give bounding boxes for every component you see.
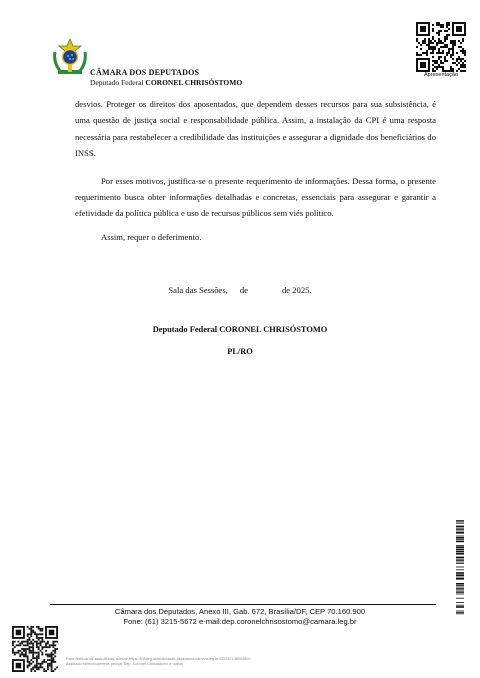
document-body bbox=[75, 96, 436, 245]
footer-contact: Fone: (61) 3215-5672 e-mail:dep.coronelchrisostomo@camara.leg.br bbox=[123, 617, 357, 626]
qr-code-label: Apresentação bbox=[424, 72, 458, 78]
paragraph-2: Por esses motivos, justifica-se o presente requerimento de informações. Dessa forma, o presente requerimento busca obter informações detalhadas e concretas, essenciais para assegurar e garantir a efetividade da política pública e uso de recursos públicos sem viés político. bbox=[75, 175, 436, 219]
header-deputy-prefix: Deputado Federal bbox=[90, 78, 144, 87]
verification-notice bbox=[66, 657, 366, 668]
closing-de: de bbox=[239, 285, 248, 295]
verification-link[interactable]: Para verificar as assinaturas, acesse https://infoleg-autenticidade-assinatura.camara.leg.br/CD252108094800 bbox=[66, 657, 251, 661]
paragraph-3: Assim, requer o deferimento. bbox=[101, 231, 202, 242]
verification-signed-by: Assinado eletronicamente pelo(a) Dep. Coronel Chrisóstomo e outros bbox=[66, 662, 184, 667]
closing-line bbox=[0, 285, 480, 295]
signature-name: Deputado Federal CORONEL CHRISÓSTOMO bbox=[152, 325, 328, 334]
paragraph-1: desvios. Proteger os direitos dos aposentados, que dependem desses recursos para sua subsistência, é uma questão de justiça social e responsabilidade pública. Assim, a instalação da CPI é uma resposta necessária para restabelecer a credibilidade das instituições e assegurar a dignidade dos beneficiários do INSS. bbox=[75, 99, 436, 159]
footer-address: Câmara dos Deputados, Anexo III, Gab. 672, Brasília/DF, CEP 70.160.900 bbox=[114, 607, 366, 616]
closing-place: Sala das Sessões, bbox=[168, 285, 228, 295]
qr-code-icon[interactable] bbox=[416, 22, 466, 72]
header-deputy bbox=[90, 78, 242, 87]
footer-divider bbox=[50, 604, 436, 605]
barcode-icon bbox=[456, 520, 468, 616]
institution-name: CÂMARA DOS DEPUTADOS bbox=[90, 68, 200, 77]
verification-qr-code-icon[interactable] bbox=[12, 626, 58, 672]
signature-party: PL/RO bbox=[227, 347, 253, 356]
brazil-coat-of-arms-icon bbox=[52, 38, 88, 78]
closing-year: de 2025. bbox=[281, 285, 312, 295]
header-deputy-name: CORONEL CHRISÓSTOMO bbox=[145, 78, 243, 87]
